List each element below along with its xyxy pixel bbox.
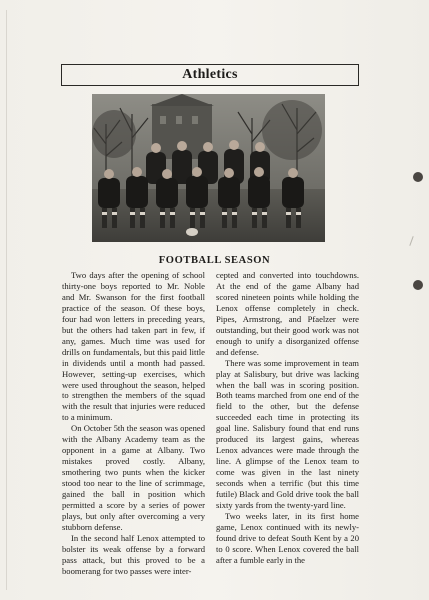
paragraph: There was some improvement in team play at Salisbury, but drive was lacking when the ball was in scoring position. Both teams marched from one end of the field to the other, but the defense succeeded each time in protecting its goal line. Salisbury found that end runs produced its largest gains, whereas Lenox advances were made through the line. A glimpse of the Lenox team to come was given in the last ninety seconds when a terrific (but this time futile) Black and Gold drive took the ball sixty yards from the twenty-yard line. [216, 357, 359, 511]
paragraph: Two days after the opening of school thirty-one boys reported to Mr. Noble and Mr. Swanson for the first football practice of the season. Of these boys, four had won letters in preceding years, but the others had taken part in few, if any, games. Much time was used for drills on fundamentals, but this paid little in dividends until a month had passed. However, setting-up exercises, which were used throughout the season, helped to strengthen the members of the squad with the result that injuries were reduced to a minimum. [62, 270, 205, 423]
section-title: FOOTBALL SEASON [158, 255, 271, 266]
article-right-column [216, 270, 359, 566]
page-mark [409, 236, 413, 246]
paragraph: Two weeks later, in its first home game, Lenox continued with its newly-found drive to defeat South Kent by a 20 to 0 score. When Lenox covered the ball after a fumble early in the [216, 510, 359, 565]
binder-hole-icon [413, 280, 423, 290]
binder-hole-icon [413, 172, 423, 182]
team-photo-icon [92, 94, 325, 242]
team-photo [92, 94, 325, 242]
paragraph: On October 5th the season was opened with the Albany Academy team as the opponent in a game at Albany. Two mistakes proved costly. Albany, smothering two punts when the kicker stood too near to the line of scrimmage, gained the ball in position which permitted a score by a series of power plays, but only after overcoming a very stubborn defense. [62, 423, 205, 532]
paragraph: In the second half Lenox attempted to bolster its weak offense by a forward pass attack, but this proved to be a boomerang for two passes were inter- [62, 532, 205, 576]
paragraph: cepted and converted into touchdowns. At the end of the game Albany had scored nineteen points while holding the Lenox offense completely in check. Pipes, Armstrong, and Pfaelzer were outstanding, but their good work was not enough to unify a disorganized offense and defense. [216, 270, 359, 357]
article-left-column [62, 270, 205, 577]
page-edge-line [6, 10, 7, 590]
page-header [61, 64, 359, 86]
page-title: Athletics [182, 67, 238, 82]
